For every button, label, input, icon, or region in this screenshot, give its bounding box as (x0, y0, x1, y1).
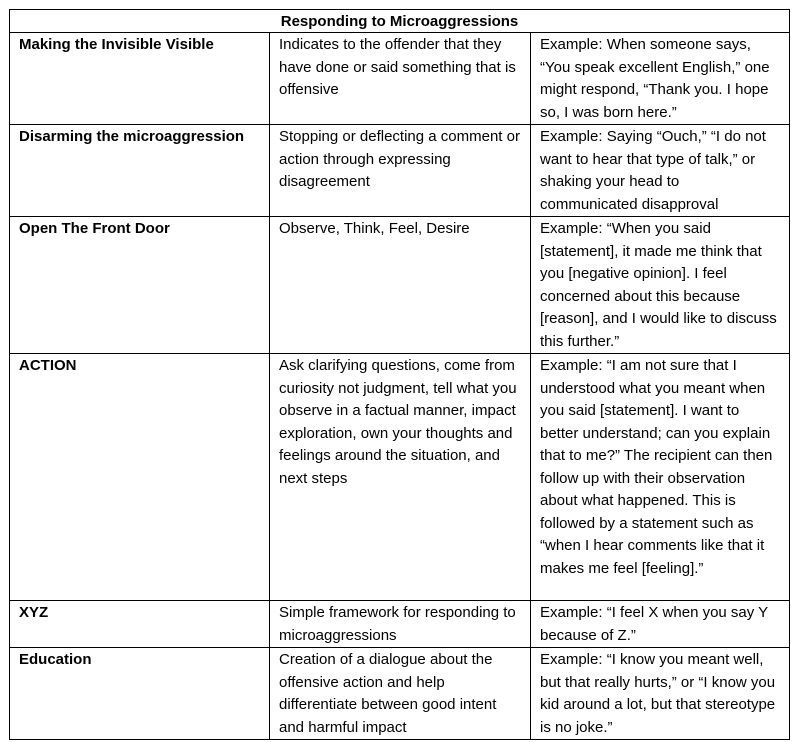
strategy-cell: Making the Invisible Visible (10, 33, 270, 125)
example-cell: Example: “I am not sure that I understood what you meant when you said [statement]. I want to better understand; can you explain that to me?” The recipient can then follow up with their observation about what happened. This is followed by a statement such as “when I hear comments like that it makes me feel [feeling].” (531, 354, 790, 601)
table-row (10, 125, 790, 217)
example-cell: Example: Saying “Ouch,” “I do not want to hear that type of talk,” or shaking your head to communicated disapproval (531, 125, 790, 217)
description-cell: Stopping or deflecting a comment or action through expressing disagreement (270, 125, 531, 217)
example-cell: Example: “When you said [statement], it made me think that you [negative opinion]. I feel concerned about this because [reason], and I would like to discuss this further.” (531, 217, 790, 354)
document (9, 9, 790, 740)
table-title-row (10, 10, 790, 33)
example-cell: Example: “I know you meant well, but that really hurts,” or “I know you kid around a lot, but that stereotype is no joke.” (531, 648, 790, 740)
description-cell: Creation of a dialogue about the offensive action and help differentiate between good intent and harmful impact (270, 648, 531, 740)
table-row (10, 601, 790, 648)
strategy-cell: XYZ (10, 601, 270, 648)
strategy-cell: Open The Front Door (10, 217, 270, 354)
table-row (10, 354, 790, 601)
description-cell: Ask clarifying questions, come from curiosity not judgment, tell what you observe in a factual manner, impact exploration, own your thoughts and feelings around the situation, and next steps (270, 354, 531, 601)
table-row (10, 33, 790, 125)
strategy-cell: Disarming the microaggression (10, 125, 270, 217)
example-cell: Example: When someone says, “You speak excellent English,” one might respond, “Thank you. I hope so, I was born here.” (531, 33, 790, 125)
strategy-cell: ACTION (10, 354, 270, 601)
microaggressions-table (9, 9, 790, 740)
strategy-cell: Education (10, 648, 270, 740)
description-cell: Indicates to the offender that they have done or said something that is offensive (270, 33, 531, 125)
table-row (10, 648, 790, 740)
description-cell: Simple framework for responding to microaggressions (270, 601, 531, 648)
table-row (10, 217, 790, 354)
description-cell: Observe, Think, Feel, Desire (270, 217, 531, 354)
example-cell: Example: “I feel X when you say Y because of Z.” (531, 601, 790, 648)
table-title: Responding to Microaggressions (10, 10, 790, 33)
